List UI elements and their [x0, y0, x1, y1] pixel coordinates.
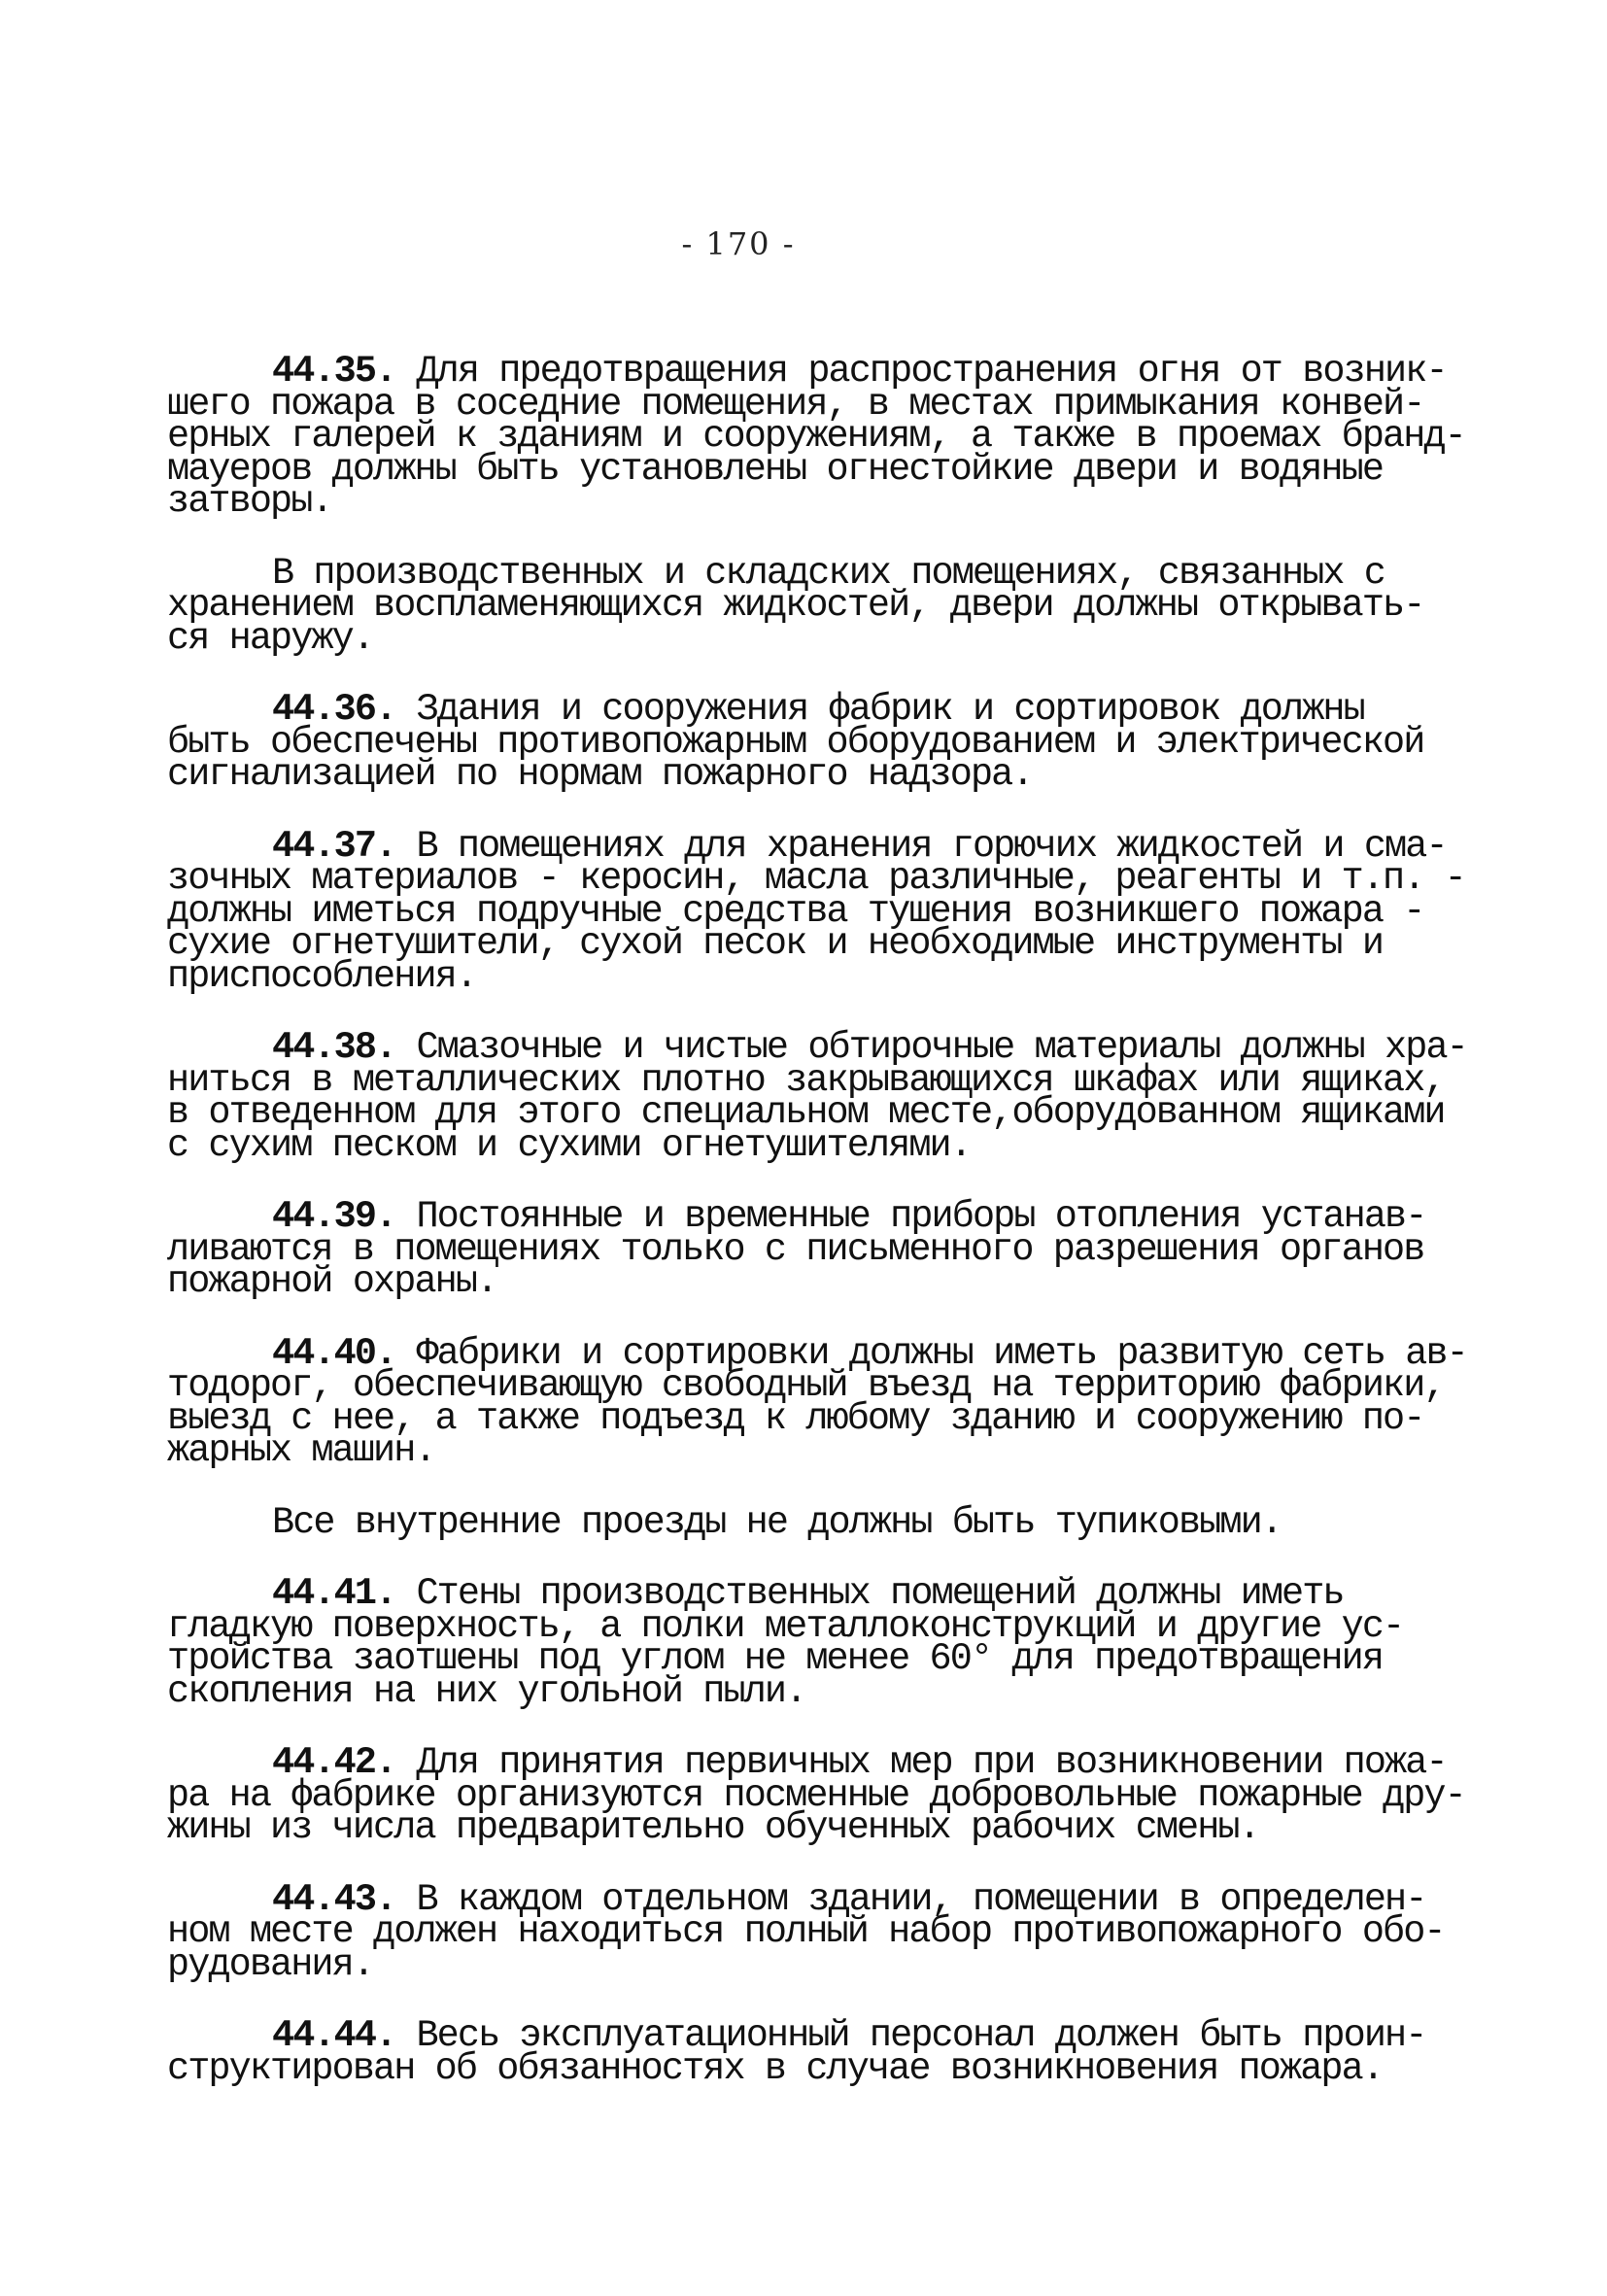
text-line — [167, 1429, 1469, 1472]
text-line — [167, 1500, 1469, 1544]
paragraph — [167, 1331, 1469, 1472]
line-text: тодорог, обеспечивающую свободный въезд на территорию фабрики, — [167, 1364, 1445, 1407]
line-text: Постоянные и временные приборы отопления устанав- — [416, 1195, 1426, 1238]
line-text: Здания и сооружения фабрик и сортировок должны — [416, 688, 1364, 731]
paragraph — [167, 350, 1469, 523]
line-text: Смазочные и чистые обтирочные материалы должны хра- — [416, 1026, 1467, 1069]
line-text: В каждом отдельном здании, помещении в определен- — [416, 1877, 1426, 1921]
line-text: в отведенном для этого специальном месте,оборудованном ящиками — [167, 1091, 1445, 1134]
text-line — [167, 1942, 1469, 1986]
line-text: ся наружу. — [167, 616, 374, 660]
paragraph — [167, 1877, 1469, 1986]
section-number: 44.40. — [272, 1331, 396, 1375]
document-body — [167, 350, 1469, 2124]
line-text: мауеров должны быть установлены огнестойкие двери и водяные — [167, 447, 1384, 491]
line-text: ерных галерей к зданиям и сооружениям, а также в проемах бранд- — [167, 415, 1465, 458]
line-text: гладкую поверхность, а полки металлоконструкций и другие ус- — [167, 1604, 1404, 1648]
line-text: ниться в металлических плотно закрывающихся шкафах или ящиках, — [167, 1058, 1445, 1102]
section-number: 44.35. — [272, 350, 396, 393]
line-text: Фабрики и сортировки должны иметь развитую сеть ав- — [416, 1331, 1467, 1375]
paragraph — [167, 2014, 1469, 2090]
line-text: сигнализацией по нормам пожарного надзора. — [167, 753, 1033, 796]
text-line — [167, 1260, 1469, 1303]
paragraph — [167, 1741, 1469, 1849]
line-text: В производственных и складских помещениях, связанных с — [272, 551, 1385, 595]
line-text: ра на фабрике организуются посменные добровольные пожарные дру- — [167, 1773, 1465, 1817]
line-text: хранением воспламеняющихся жидкостей, двери должны открывать- — [167, 584, 1424, 627]
page-number: - 170 - — [681, 225, 796, 262]
line-text: Для принятия первичных мер при возникновении пожа- — [416, 1741, 1447, 1784]
line-text: жины из числа предварительно обученных рабочих смены. — [167, 1806, 1259, 1849]
line-text: выезд с нее, а также подъезд к любому зданию и сооружению по- — [167, 1396, 1424, 1440]
line-text: ливаются в помещениях только с письменного разрешения органов — [167, 1227, 1424, 1271]
line-text: Все внутренние проезды не должны быть тупиковыми. — [272, 1500, 1282, 1544]
text-line — [167, 1669, 1469, 1713]
section-number: 44.41. — [272, 1572, 396, 1615]
paragraph — [167, 551, 1469, 660]
section-number: 44.36. — [272, 688, 396, 731]
text-line — [167, 480, 1469, 523]
line-text: структирован об обязанностях в случае возникновения пожара. — [167, 2046, 1384, 2090]
section-number: 44.43. — [272, 1877, 396, 1921]
section-number: 44.37. — [272, 824, 396, 868]
line-text: ном месте должен находиться полный набор противопожарного обо- — [167, 1910, 1445, 1953]
paragraph — [167, 1195, 1469, 1303]
line-text: с сухим песком и сухими огнетушителями. — [167, 1123, 971, 1167]
section-number: 44.44. — [272, 2014, 396, 2057]
text-line — [167, 2046, 1469, 2090]
text-line — [167, 1806, 1469, 1849]
paragraph — [167, 1500, 1469, 1544]
line-text: В помещениях для хранения горючих жидкостей и сма- — [416, 824, 1447, 868]
line-text: приспособления. — [167, 954, 477, 998]
section-number: 44.39. — [272, 1195, 396, 1238]
paragraph — [167, 1026, 1469, 1167]
text-line — [167, 753, 1469, 796]
paragraph — [167, 688, 1469, 796]
line-text: Весь эксплуатационный персонал должен быть проин- — [416, 2014, 1426, 2057]
line-text: быть обеспечены противопожарным оборудованием и электрической — [167, 720, 1424, 764]
line-text: пожарной охраны. — [167, 1260, 497, 1303]
line-text: шего пожара в соседние помещения, в местах примыкания конвей- — [167, 382, 1424, 426]
text-line — [167, 447, 1469, 491]
line-text: Стены производственных помещений должны иметь — [416, 1572, 1344, 1615]
text-line — [167, 954, 1469, 998]
line-text: тройства заотшены под углом не менее 60° для предотвращения — [167, 1637, 1384, 1680]
paragraph — [167, 1572, 1469, 1713]
line-text: скопления на них угольной пыли. — [167, 1669, 806, 1713]
line-text: сухие огнетушители, сухой песок и необходимые инструменты и — [167, 922, 1384, 965]
line-text: должны иметься подручные средства тушения возникшего пожара - — [167, 889, 1424, 933]
section-number: 44.42. — [272, 1741, 396, 1784]
line-text: затворы. — [167, 480, 332, 523]
line-text: Для предотвращения распространения огня от возник- — [416, 350, 1447, 393]
line-text: рудования. — [167, 1942, 374, 1986]
paragraph — [167, 824, 1469, 998]
text-line — [167, 616, 1469, 660]
line-text: зочных материалов - керосин, масла различные, реагенты и т.п. - — [167, 857, 1465, 900]
line-text: жарных машин. — [167, 1429, 435, 1472]
section-number: 44.38. — [272, 1026, 396, 1069]
text-line — [167, 1123, 1469, 1167]
